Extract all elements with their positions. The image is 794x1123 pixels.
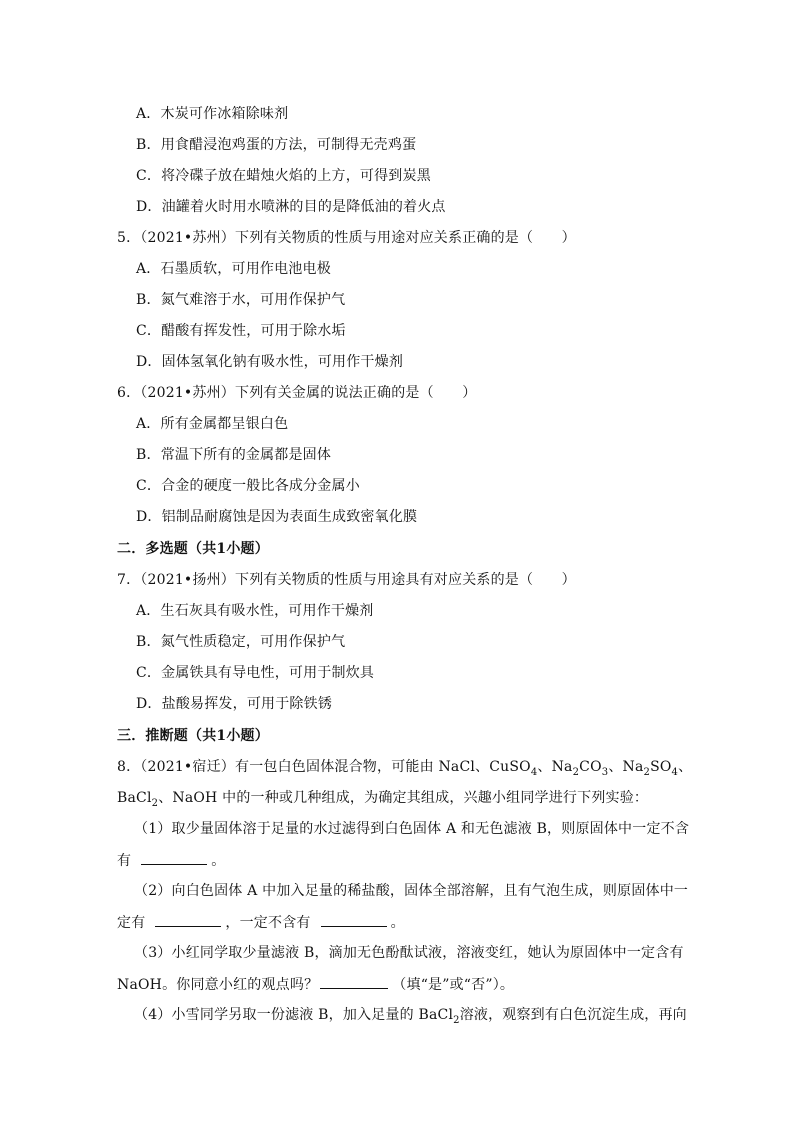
- q8-part2-line1: （2）向白色固体 A 中加入足量的稀盐酸，固体全部溶解，且有气泡生成，则原固体中一: [134, 883, 689, 899]
- q7-stem: 7．（2021•扬州）下列有关物质的性质与用途具有对应关系的是（ ）: [117, 572, 576, 588]
- q8-part1-line1: （1）取少量固体溶于足量的水过滤得到白色固体 A 和无色滤液 B，则原固体中一定不含: [134, 821, 690, 837]
- q8-line2-text-a: BaCl: [117, 790, 152, 806]
- section-heading-inference: 三．推断题（共1小题）: [117, 728, 269, 744]
- q8-part4-text-a: （4）小雪同学另取一份滤液 B，加入足量的 BaCl: [134, 1007, 454, 1023]
- q8-part2-text-b: ，一定不含有: [225, 915, 311, 931]
- q8-sub: 2: [572, 766, 580, 778]
- q8-sub: 3: [601, 766, 609, 778]
- q8-part3-text-a: NaOH。你同意小红的观点吗？: [117, 977, 319, 993]
- q8-part2-text-c: 。: [390, 915, 405, 931]
- q7-option-c: C．金属铁具有导电性，可用于制炊具: [136, 665, 375, 681]
- q8-part2-line2: [117, 912, 405, 933]
- q8-stem-text-d: 、Na: [608, 759, 644, 775]
- q7-option-d: D．盐酸易挥发，可用于除铁锈: [136, 696, 333, 712]
- q5-option-a: A．石墨质软，可用作电池电极: [136, 261, 331, 277]
- q8-stem-text-c: CO: [579, 759, 602, 775]
- answer-blank-1[interactable]: [141, 850, 207, 865]
- q8-stem-text-f: 、: [678, 759, 693, 775]
- q8-part1-text-b: 。: [211, 853, 226, 869]
- q7-option-a: A．生石灰具有吸水性，可用作干燥剂: [136, 603, 374, 619]
- q8-stem-text-a: 8．（2021•宿迁）有一包白色固体混合物，可能由 NaCl、CuSO: [117, 759, 531, 775]
- q8-line2-text-b: 、NaOH 中的一种或几种组成，为确定其组成，兴趣小组同学进行下列实验：: [158, 790, 649, 806]
- answer-blank-2[interactable]: [155, 912, 221, 927]
- q8-part3-line1: （3）小红同学取少量滤液 B，滴加无色酚酞试液，溶液变红，她认为原固体中一定含有: [134, 945, 684, 961]
- q4-option-c: C．将冷碟子放在蜡烛火焰的上方，可得到炭黑: [136, 168, 431, 184]
- q8-stem-text-e: SO: [650, 759, 672, 775]
- q8-part4-text-b: 溶液，观察到有白色沉淀生成，再向: [459, 1007, 687, 1023]
- section-heading-multiple-choice: 二．多选题（共1小题）: [117, 541, 269, 557]
- q8-part3-line2: [117, 974, 514, 995]
- q6-stem: 6．（2021•苏州）下列有关金属的说法正确的是（ ）: [117, 385, 477, 401]
- q6-option-b: B．常温下所有的金属都是固体: [136, 447, 332, 463]
- q4-option-b: B．用食醋浸泡鸡蛋的方法，可制得无壳鸡蛋: [136, 137, 417, 153]
- q8-sub: 2: [643, 766, 651, 778]
- q8-part4-line1: [134, 1005, 687, 1025]
- q5-option-d: D．固体氢氧化钠有吸水性，可用作干燥剂: [136, 354, 404, 370]
- q8-sub: 4: [530, 766, 538, 778]
- q5-option-c: C．醋酸有挥发性，可用于除水垢: [136, 323, 346, 339]
- q4-option-d: D．油罐着火时用水喷淋的目的是降低油的着火点: [136, 199, 446, 215]
- q8-part1-line2: [117, 850, 225, 871]
- answer-blank-3[interactable]: [321, 912, 387, 927]
- q8-stem-text-b: 、Na: [537, 759, 573, 775]
- q5-option-b: B．氮气难溶于水，可用作保护气: [136, 292, 346, 308]
- answer-blank-4[interactable]: [320, 974, 388, 989]
- q8-stem-line1: [117, 757, 692, 777]
- q8-sub: 4: [671, 766, 679, 778]
- q4-option-a: A．木炭可作冰箱除味剂: [136, 106, 289, 122]
- q8-part2-text-a: 定有: [117, 915, 146, 931]
- q8-part3-text-b: （填“是”或“否”）。: [392, 977, 515, 993]
- q6-option-c: C．合金的硬度一般比各成分金属小: [136, 478, 360, 494]
- q5-stem: 5．（2021•苏州）下列有关物质的性质与用途对应关系正确的是（ ）: [117, 230, 576, 246]
- q8-stem-line2: [117, 788, 648, 808]
- q6-option-a: A．所有金属都呈银白色: [136, 416, 289, 432]
- q8-sub: 2: [151, 797, 159, 809]
- q7-option-b: B．氮气性质稳定，可用作保护气: [136, 634, 346, 650]
- q6-option-d: D．铝制品耐腐蚀是因为表面生成致密氧化膜: [136, 509, 418, 525]
- q8-part1-text-a: 有: [117, 853, 132, 869]
- q8-sub: 2: [453, 1014, 460, 1026]
